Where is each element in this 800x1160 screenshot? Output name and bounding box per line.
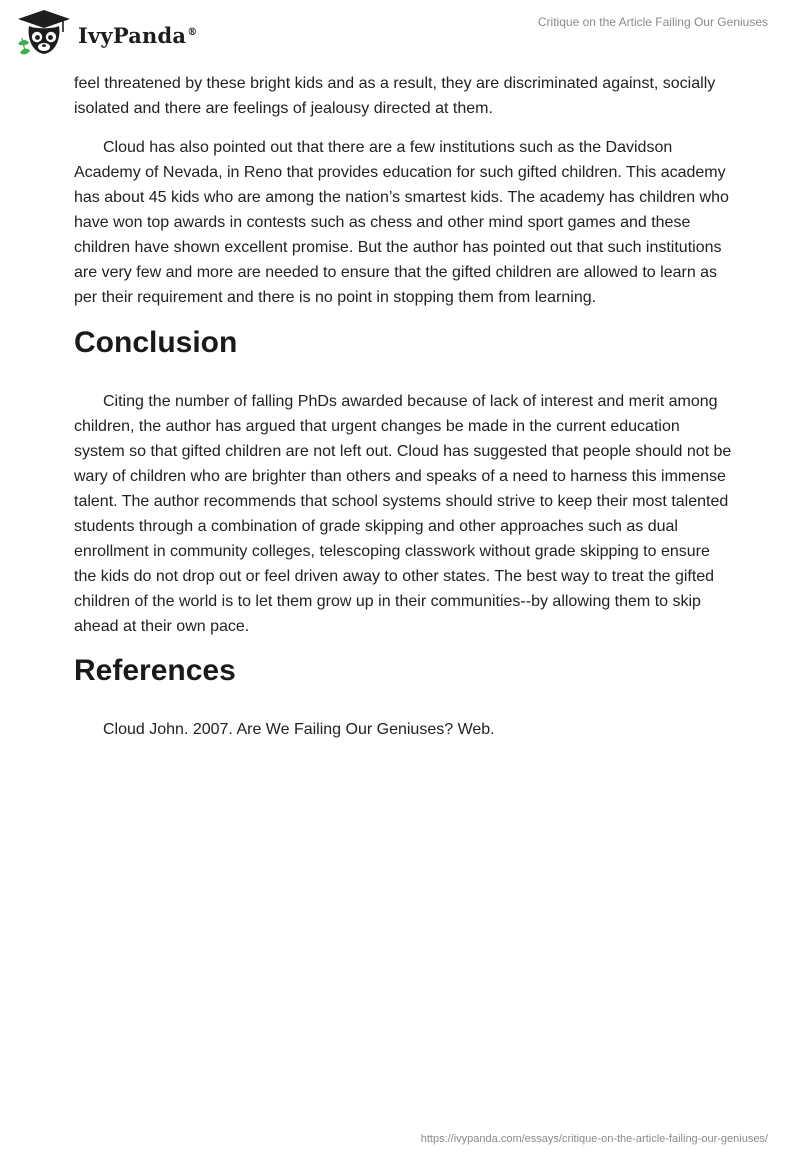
paragraph-continued: feel threatened by these bright kids and as a result, they are discriminated against, socially isolated and there are feelings of jealousy directed at them. xyxy=(74,75,716,117)
panda-graduation-cap-icon xyxy=(14,8,74,58)
paragraph-davidson-academy: Cloud has also pointed out that there are a few institutions such as the Davidson Academy of Nevada, in Reno that provides education for such gifted children. This academy has about 45 kids who are among the nation’s smartest kids. The academy has children who have won top awards in contests such as chess and other mind sport games and these children have shown excellent promise. But the author has pointed out that such institutions are very few and more are needed to ensure that the gifted children are allowed to learn as per their requirement and there is no point in stopping them from learning. xyxy=(74,139,729,306)
reference-item: Cloud John. 2007. Are We Failing Our Geniuses? Web. xyxy=(103,721,495,738)
source-url[interactable]: https://ivypanda.com/essays/critique-on-the-article-failing-our-geniuses/ xyxy=(420,1133,768,1145)
references-heading: References xyxy=(74,654,236,687)
conclusion-paragraph: Citing the number of falling PhDs awarded because of lack of interest and merit among children, the author has argued that urgent changes be made in the current education system so that gifted children are not left out. Cloud has suggested that people should not be wary of children who are brighter than others and speaks of a need to harness this immense talent. The author recommends that school systems should strive to keep their most talented students through a combination of grade skipping and other approaches such as dual enrollment in community colleges, telescoping classwork without grade skipping to ensure the kids do not drop out or feel driven away to other states. The best way to treat the gifted children of the world is to let them grow up in their communities--by allowing them to skip ahead at their own pace. xyxy=(74,393,732,635)
registered-mark: ® xyxy=(187,26,198,38)
essay-body xyxy=(74,71,734,742)
document-title: Critique on the Article Failing Our Geniuses xyxy=(537,15,768,29)
brand-name: IvyPanda® xyxy=(78,22,198,48)
ivypanda-logo[interactable] xyxy=(14,8,197,58)
page-header xyxy=(0,0,800,64)
conclusion-heading: Conclusion xyxy=(74,326,238,359)
